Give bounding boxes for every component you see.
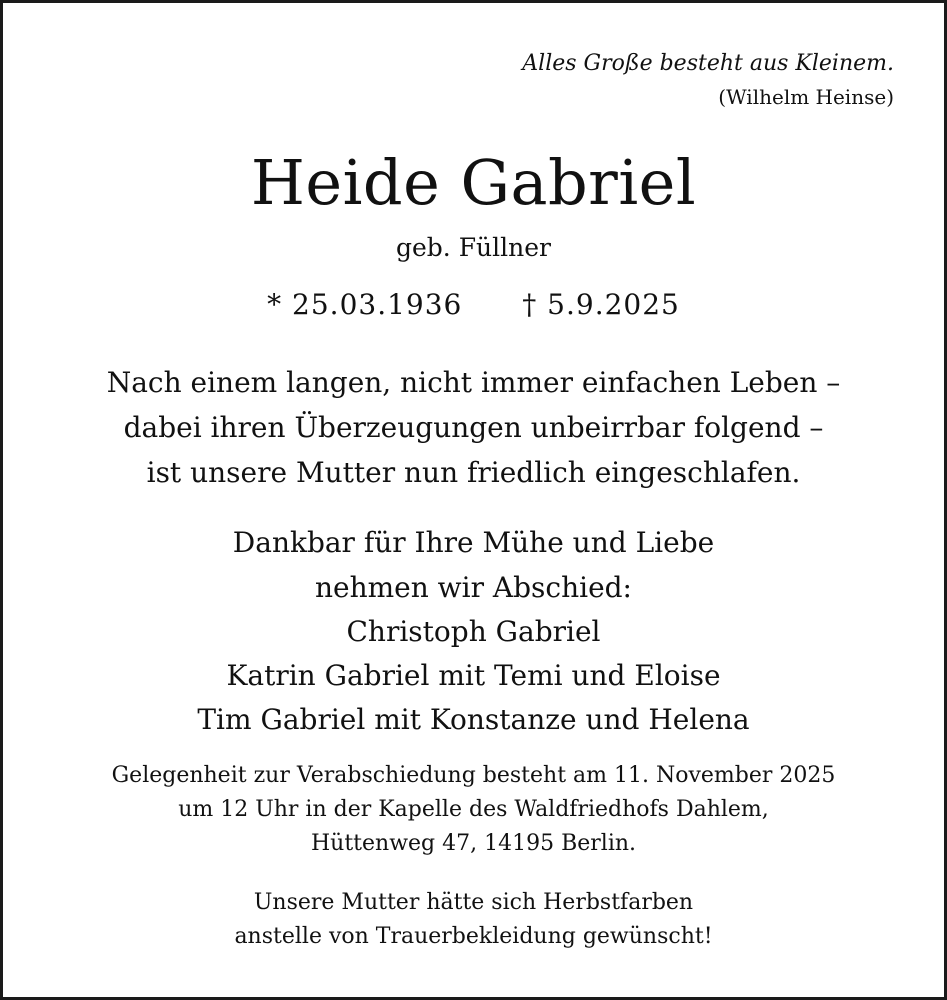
deceased-name: Heide Gabriel xyxy=(250,146,697,219)
wish-line: Unsere Mutter hätte sich Herbstfarben xyxy=(253,890,694,915)
farewell-line: nehmen wir Abschied: xyxy=(314,571,632,604)
survivor-name: Katrin Gabriel mit Temi und Eloise xyxy=(226,659,721,692)
memorial-line: dabei ihren Überzeugungen unbeirrbar folgend – xyxy=(123,411,824,444)
motto-author: (Wilhelm Heinse) xyxy=(718,85,894,109)
memorial-line: Nach einem langen, nicht immer einfachen Leben – xyxy=(106,366,841,399)
birth-date: * 25.03.1936 xyxy=(267,288,463,321)
farewell-line: Dankbar für Ihre Mühe und Liebe xyxy=(232,526,715,559)
wish-line: anstelle von Trauerbekleidung gewünscht! xyxy=(234,924,713,949)
motto xyxy=(522,47,894,113)
memorial-paragraph xyxy=(3,360,944,495)
motto-quote: Alles Große besteht aus Kleinem. xyxy=(522,51,894,76)
survivors-list xyxy=(3,610,944,742)
death-date: † 5.9.2025 xyxy=(522,288,680,321)
service-line: Hüttenweg 47, 14195 Berlin. xyxy=(310,831,637,856)
dress-code-wish xyxy=(3,886,944,954)
service-line: um 12 Uhr in der Kapelle des Waldfriedhofs Dahlem, xyxy=(178,797,769,822)
survivor-name: Tim Gabriel mit Konstanze und Helena xyxy=(197,703,750,736)
farewell-paragraph xyxy=(3,520,944,610)
service-details xyxy=(3,759,944,861)
life-dates xyxy=(3,283,944,327)
memorial-line: ist unsere Mutter nun friedlich eingeschlafen. xyxy=(146,456,801,489)
survivor-name: Christoph Gabriel xyxy=(346,615,601,648)
birth-name: geb. Füllner xyxy=(396,233,551,262)
service-line: Gelegenheit zur Verabschiedung besteht am 11. November 2025 xyxy=(111,763,836,788)
